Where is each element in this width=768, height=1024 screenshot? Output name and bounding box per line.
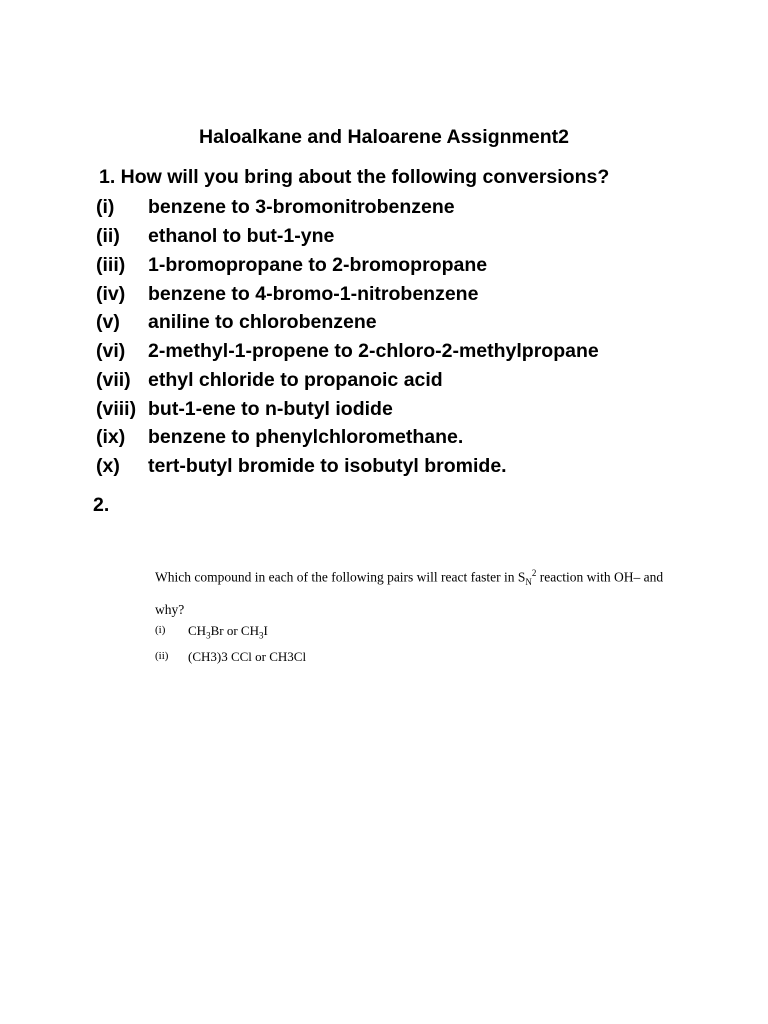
question-2-label: 2. — [93, 494, 110, 516]
item-number: (iii) — [96, 254, 126, 276]
item-number: (vii) — [96, 369, 131, 391]
compound-part: Br or CH — [210, 623, 259, 638]
item-text: but-1-ene to n-butyl iodide — [148, 398, 393, 420]
item-text: benzene to 3-bromonitrobenzene — [148, 196, 455, 218]
prompt-text: Which compound in each of the following pairs will react faster in S — [155, 569, 526, 585]
item-number: (vi) — [96, 340, 126, 362]
item-number: (v) — [96, 311, 120, 333]
page-title: Haloalkane and Haloarene Assignment2 — [199, 126, 569, 148]
item-number: (x) — [96, 455, 120, 477]
item-number: (i) — [96, 196, 115, 218]
item-number: (i) — [155, 624, 166, 636]
compound-part: I — [263, 623, 268, 638]
question-1-prompt: 1. How will you bring about the following conversions? — [99, 166, 610, 188]
prompt-text-continued: reaction with OH– and — [536, 569, 664, 585]
compound-subscript: 3 — [258, 630, 264, 641]
question-2-block — [155, 565, 715, 664]
item-text: benzene to phenylchloromethane. — [148, 426, 464, 448]
question-2-prompt — [155, 565, 715, 590]
item-text: aniline to chlorobenzene — [148, 311, 377, 333]
item-number: (viii) — [96, 398, 137, 420]
item-number: (ii) — [155, 650, 169, 662]
item-text: ethanol to but-1-yne — [148, 225, 335, 247]
item-number: (ix) — [96, 426, 126, 448]
item-text: ethyl chloride to propanoic acid — [148, 369, 443, 391]
item-text: (CH3)3 CCl or CH3Cl — [188, 649, 307, 664]
item-text: 1-bromopropane to 2-bromopropane — [148, 254, 488, 276]
prompt-subscript: N — [525, 577, 532, 588]
question-2-prompt-line2: why? — [155, 602, 185, 618]
item-text: tert-butyl bromide to isobutyl bromide. — [148, 455, 507, 477]
item-text — [188, 623, 268, 641]
prompt-superscript: 2 — [531, 568, 537, 578]
compound-subscript: 3 — [206, 630, 211, 641]
item-number: (iv) — [96, 283, 126, 305]
item-text: benzene to 4-bromo-1-nitrobenzene — [148, 283, 479, 305]
item-number: (ii) — [96, 225, 120, 247]
compound-part: CH — [188, 623, 207, 638]
item-text: 2-methyl-1-propene to 2-chloro-2-methylpropane — [148, 340, 599, 362]
